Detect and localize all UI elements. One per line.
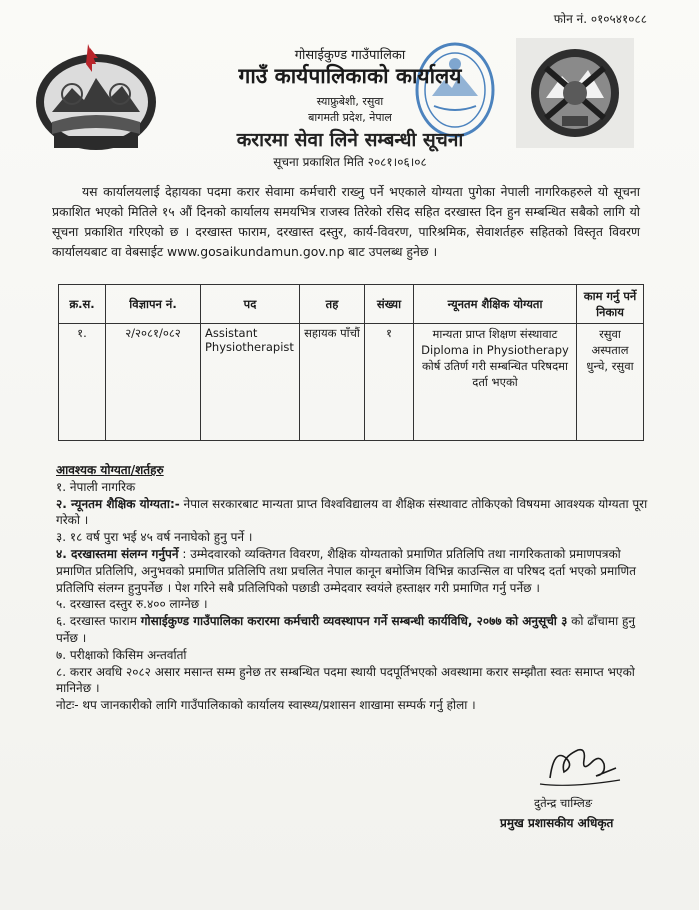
- requirement-6-bold: गोसाईकुण्ड गाउँपालिका करारमा कर्मचारी व्यवस्थापन गर्ने सम्बन्धी कार्यविधि, २०७७ को अनुसूची ३: [140, 614, 568, 629]
- table-header-row: [59, 285, 644, 324]
- location-line1: स्याफ्रुबेशी, रसुवा: [316, 95, 384, 108]
- table-row: [59, 324, 644, 441]
- cell-sn: १.: [59, 324, 106, 441]
- requirement-2-text: नेपाल सरकारबाट मान्यता प्राप्त विश्वविद्यालय वा शैक्षिक संस्थावाट तोकिएको विषयमा आवश्यक योग्यता पूरा गरेको ।: [56, 496, 648, 528]
- col-header-qualification: न्यूनतम शैक्षिक योग्यता: [414, 285, 577, 324]
- office-title: गाउँ कार्यपालिकाको कार्यालय: [238, 64, 462, 88]
- requirement-5: ५. दरखास्त दस्तुर रु.४०० लाग्नेछ ।: [56, 597, 208, 612]
- vacancy-table: [58, 284, 644, 441]
- phone-number: फोन नं. ०१०५४१०८८: [553, 12, 647, 26]
- col-header-adv-no: विज्ञापन नं.: [106, 285, 201, 324]
- notice-title: करारमा सेवा लिने सम्बन्धी सूचना: [236, 129, 464, 151]
- requirement-4-label: ४. दरखास्तमा संलग्न गर्नुपर्ने: [56, 546, 179, 561]
- requirement-4-text: : उम्मेदवारको व्यक्तिगत विवरण, शैक्षिक योग्यताको प्रमाणित प्रतिलिपि तथा नागरिकताको प्रमाणपत्रको प्रमाणित प्रतिलिपि, अनुभवको प्रमाणित प्रतिलिपि तथा प्रचलित नेपाल कानून बमोजिम विभिन्न काउन्सिल वा परिषद दर्ता भएको प्रमाणित प्रतिलिपि संलग्न हुनुपर्नेछ । पेश गरिने सबै प्रतिलिपिको पछाडी उम्मेदवार स्वयंले हस्ताक्षर गरी प्रमाणित गर्नु पर्नेछ ।: [56, 546, 636, 595]
- signatory-title: प्रमुख प्रशासकीय अधिकृत: [500, 816, 614, 830]
- municipality-logo-icon: [516, 38, 634, 148]
- requirements-heading: आवश्यक योग्यता/शर्तहरु: [56, 463, 164, 477]
- location-line2: बागमती प्रदेश, नेपाल: [308, 111, 392, 124]
- signatory-name: दुतेन्द्र चाम्लिङ: [534, 796, 593, 810]
- cell-level: सहायक पाँचौं: [300, 324, 365, 441]
- requirement-2: [56, 496, 650, 530]
- requirement-6-post: को ढाँचामा हुनु पर्नेछ ।: [56, 614, 636, 645]
- col-header-count: संख्या: [365, 285, 414, 324]
- intro-paragraph: यस कार्यालयलाई देहायका पदमा करार सेवामा कर्मचारी राख्नु पर्ने भएकाले योग्यता पुगेका नेपाली नागरिकहरुले यो सूचना प्रकाशित भएको मितिले १५ औं दिनको कार्यालय समयभित्र राजस्व तिरेको रसिद सहित दरखास्त दिन हुन सम्बन्धित सबैको लागि यो सूचना प्रकाशित गरिएको छ । दरखास्त फाराम, दरखास्त दस्तुर, कार्य-विवरण, पारिश्रमिक, सेवाशर्तहरु सहितको विस्तृत विवरण कार्यालयबाट वा वेबसाईट www.gosaikundamun.gov.np बाट उपलब्ध हुनेछ ।: [52, 184, 640, 259]
- requirement-2-label: २. न्यूनतम शैक्षिक योग्यता:-: [56, 496, 180, 511]
- requirements-section: [56, 462, 650, 714]
- requirement-7: ७. परीक्षाको किसिम अन्तर्वार्ता: [56, 647, 187, 662]
- cell-count: १: [365, 324, 414, 441]
- col-header-office: काम गर्नु पर्ने निकाय: [577, 285, 644, 324]
- cell-office: रसुवा अस्पताल धुन्चे, रसुवा: [577, 324, 644, 441]
- requirement-8: ८. करार अवधि २०८२ असार मसान्त सम्म हुनेछ तर सम्बन्धित पदमा स्थायी पदपूर्तिभएको अवस्थामा करार सम्झौता स्वतः समाप्त भएको मानिनेछ ।: [56, 664, 635, 696]
- requirement-1: १. नेपाली नागरिक: [56, 479, 136, 494]
- handwritten-signature-icon: [530, 738, 630, 794]
- col-header-level: तह: [300, 285, 365, 324]
- requirement-6-pre: ६. दरखास्त फाराम: [56, 614, 141, 629]
- nepal-government-emblem-icon: [32, 42, 160, 154]
- requirement-4: [56, 546, 650, 596]
- col-header-sn: क्र.स.: [59, 285, 106, 324]
- municipality-name: गोसाईकुण्ड गाउँपालिका: [294, 48, 406, 63]
- note: नोटः- थप जानकारीको लागि गाउँपालिकाको कार्यालय स्वास्थ्य/प्रशासन शाखामा सम्पर्क गर्नु होला ।: [56, 698, 476, 713]
- requirement-6: [56, 613, 650, 647]
- requirement-3: ३. १८ वर्ष पुरा भई ४५ वर्ष ननाघेको हुनु पर्ने ।: [56, 530, 253, 545]
- cell-post: Assistant Physiotherapist: [201, 324, 300, 441]
- cell-qualification: मान्यता प्राप्त शिक्षण संस्थावाट Diploma in Physiotherapy कोर्ष उतिर्ण गरी सम्बन्धित परिषदमा दर्ता भएको: [414, 324, 577, 441]
- cell-adv-no: २/२०८१/०८२: [106, 324, 201, 441]
- publish-date: सूचना प्रकाशित मिति २०८१।०६।०८: [273, 155, 427, 169]
- col-header-post: पद: [201, 285, 300, 324]
